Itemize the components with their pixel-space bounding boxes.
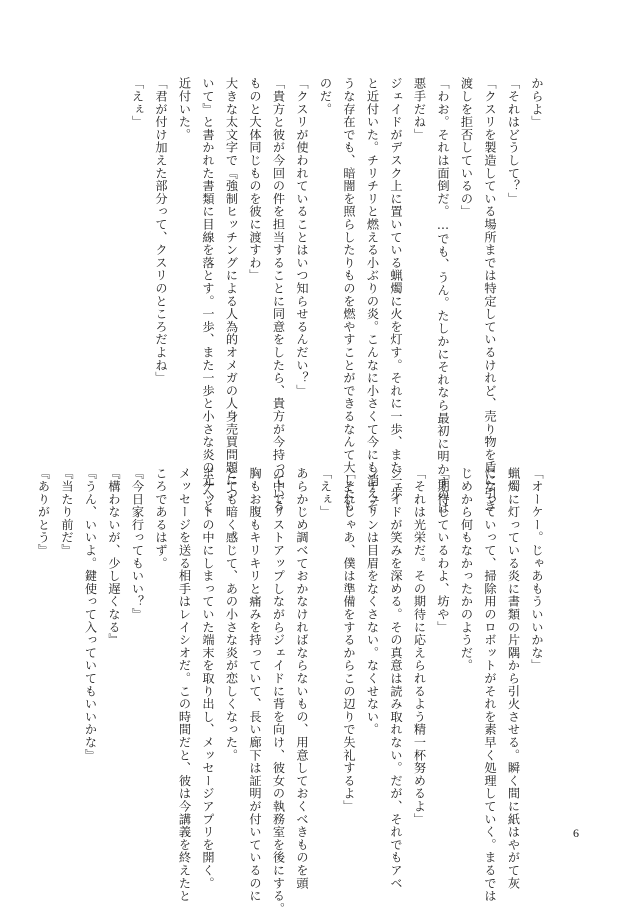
text-line: 『当たり前だ』: [60, 467, 74, 557]
text-line: 『ありがとう』: [36, 467, 51, 557]
text-line: 胸もお腹もキリキリと痛みを持っていて、長い廊下は証明が付いているのに: [248, 467, 262, 903]
text-line: あらかじめ調べておかなければならないもの、用意しておくべきものを頭: [295, 467, 309, 890]
text-line: 「クスリを製造している場所までは特定しているけれど、売り物を盾に引き: [483, 77, 497, 513]
text-line: 「えぇ」: [318, 467, 333, 519]
text-line: ンチュリンは目眉をなくさない。なくせない。: [365, 467, 380, 736]
text-line: ジェイドが笑みを深める。その真意は読み取れない。だが、それでもアベ: [389, 467, 403, 890]
text-line: いて』と書かれた書類に目線を落とす。一歩、また一歩と小さな炎の元へと: [201, 77, 215, 513]
text-line: 『うん、いいよ。鍵使って入っていてもいいかな』: [83, 467, 98, 762]
text-line: 近付いた。: [177, 77, 192, 141]
text-line: 「それは光栄だ。その期待に応えられるよう精一杯努めるよ」: [412, 467, 427, 826]
text-line: とても暗く感じて、あの小さな炎が恋しくなった。: [224, 467, 239, 762]
text-line: からよ」: [530, 77, 544, 129]
text-line: 「オーケー。じゃあもういいかな」: [530, 467, 544, 672]
text-line: のだ。: [318, 77, 333, 116]
text-line: ものと大体同じものを彼に渡すわ」: [248, 77, 262, 282]
text-line: 渡しを拒否しているの」: [459, 77, 474, 218]
text-line: 「それじゃあ、僕は準備をするからこの辺りで失礼するよ」: [342, 467, 356, 813]
text-line: 「わお。それは面倒だ。…でも、うん。たしかにそれなら最初に明かすのは: [436, 77, 450, 514]
text-line: 「えぇ」: [130, 77, 145, 129]
text-line: の中でリストアップしながらジェイドに背を向け、彼女の執務室を後にする。: [271, 467, 286, 915]
text-line: 「君が付け加えた部分って、クスリのところだよね」: [154, 77, 168, 385]
text-line: じめから何もなかったかのようだ。: [459, 467, 474, 672]
text-line: うな存在でも、暗闇を照らしたりものを燃やすことができるなんて大したも: [342, 77, 356, 513]
text-line: 「それはどうして？」: [506, 77, 521, 205]
text-line: 「期待しているわよ、坊や」: [436, 467, 450, 634]
text-line: 『今日家行ってもいい？』: [130, 467, 145, 621]
text-line: 蝋燭に灯っている炎に書類の片隅から引火させる。瞬く間に紙はやがて灰: [506, 467, 521, 890]
text-line: 悪手だね」: [412, 77, 427, 141]
text-line: ジェイドがデスク上に置いている蝋燭に火を灯す。それに一歩、また一歩: [389, 77, 403, 500]
text-line: ポケットの中にしまっていた端末を取り出し、メッセージアプリを開く。: [201, 467, 215, 890]
text-line: ころであるはず。: [154, 467, 168, 570]
text-line: 「クスリが使われていることはいつ知らせるんだい？」: [295, 77, 309, 397]
text-line: 『構わないが、少し遅くなる』: [107, 467, 121, 647]
text-line: メッセージを送る相手はレイシオだ。この時間だと、彼は今講義を終えたと: [177, 467, 192, 903]
bottom-text-block: [36, 467, 548, 915]
text-line: 大きな太文字で『強制ヒッチングによる人為的オメガの人身売買問題につ: [224, 77, 239, 500]
top-text-block: [130, 77, 548, 514]
text-line: 「貴方と彼が今回の件を担当することに同意をしたら、貴方が今持っている: [271, 77, 286, 513]
text-line: と近付いた。チリチリと燃える小ぶりの炎。こんなに小さくて今にも消えそ: [365, 77, 380, 513]
page-number: 6: [573, 826, 579, 840]
text-line: になっていって、掃除用のロボットがそれを素早く処理していく。まるでは: [483, 467, 497, 903]
